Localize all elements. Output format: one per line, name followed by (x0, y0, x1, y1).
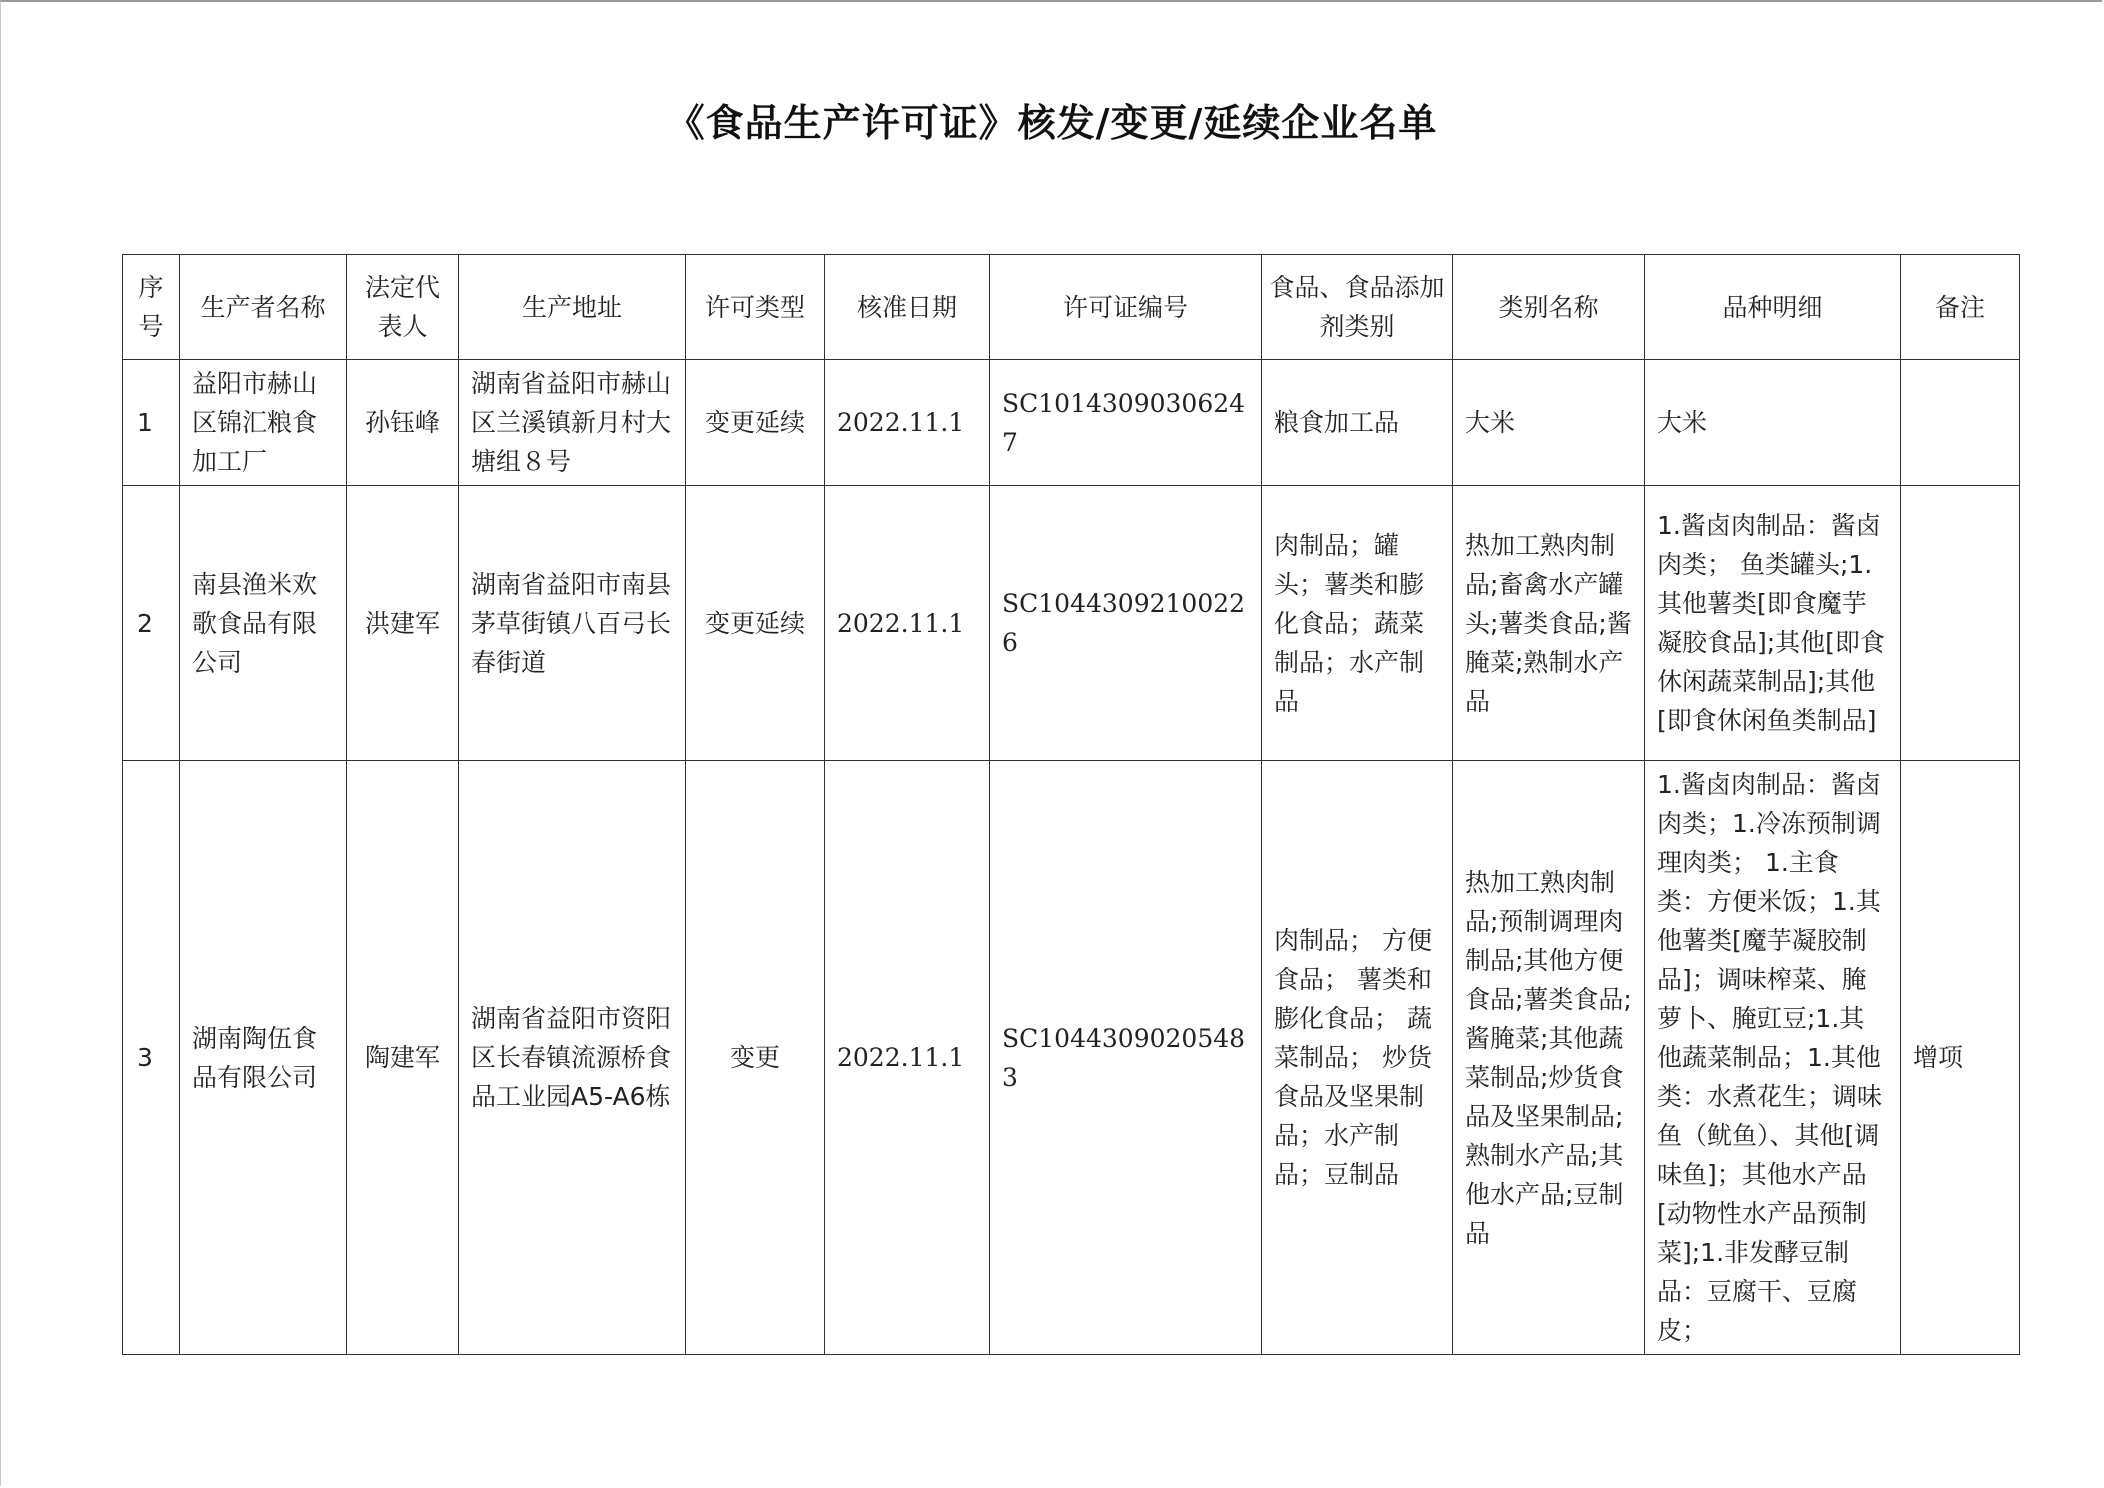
cell-address: 湖南省益阳市赫山区兰溪镇新月村大塘组８号 (459, 360, 686, 486)
cell-date: 2022.11.1 (825, 486, 990, 761)
header-variety: 品种明细 (1645, 255, 1901, 360)
cell-license-no: SC10443090205483 (990, 761, 1262, 1355)
cell-rep: 孙钰峰 (347, 360, 459, 486)
cell-variety: 大米 (1645, 360, 1901, 486)
cell-remark (1901, 486, 2020, 761)
header-license-no: 许可证编号 (990, 255, 1262, 360)
table-header-row (123, 255, 2020, 360)
cell-variety: 1.酱卤肉制品：酱卤肉类； 鱼类罐头;1.其他薯类[即食魔芋凝胶食品];其他[即食休闲蔬菜制品];其他[即食休闲鱼类制品] (1645, 486, 1901, 761)
header-license-type: 许可类型 (686, 255, 825, 360)
cell-rep: 陶建军 (347, 761, 459, 1355)
cell-category-name: 热加工熟肉制品;畜禽水产罐头;薯类食品;酱腌菜;熟制水产品 (1453, 486, 1645, 761)
header-category-name: 类别名称 (1453, 255, 1645, 360)
cell-seq: 2 (123, 486, 180, 761)
header-food-category: 食品、食品添加剂类别 (1262, 255, 1453, 360)
cell-address: 湖南省益阳市南县茅草街镇八百弓长春街道 (459, 486, 686, 761)
header-name: 生产者名称 (180, 255, 347, 360)
header-address: 生产地址 (459, 255, 686, 360)
cell-food-category: 粮食加工品 (1262, 360, 1453, 486)
cell-food-category: 肉制品；罐头；薯类和膨化食品；蔬菜制品；水产制品 (1262, 486, 1453, 761)
cell-license-type: 变更延续 (686, 486, 825, 761)
cell-remark: 增项 (1901, 761, 2020, 1355)
header-rep: 法定代表人 (347, 255, 459, 360)
cell-license-no: SC10143090306247 (990, 360, 1262, 486)
cell-license-type: 变更延续 (686, 360, 825, 486)
cell-license-type: 变更 (686, 761, 825, 1355)
header-date: 核准日期 (825, 255, 990, 360)
cell-category-name: 热加工熟肉制品;预制调理肉制品;其他方便食品;薯类食品;酱腌菜;其他蔬菜制品;炒货食品及坚果制品;熟制水产品;其他水产品;豆制品 (1453, 761, 1645, 1355)
cell-rep: 洪建军 (347, 486, 459, 761)
cell-address: 湖南省益阳市资阳区长春镇流源桥食品工业园A5-A6栋 (459, 761, 686, 1355)
cell-name: 湖南陶伍食品有限公司 (180, 761, 347, 1355)
cell-name: 益阳市赫山区锦汇粮食加工厂 (180, 360, 347, 486)
table-row (123, 360, 2020, 486)
cell-date: 2022.11.1 (825, 360, 990, 486)
cell-variety: 1.酱卤肉制品：酱卤肉类；1.冷冻预制调理肉类； 1.主食类：方便米饭；1.其他薯类[魔芋凝胶制品]；调味榨菜、腌萝卜、腌豇豆;1.其他蔬菜制品；1.其他类：水煮花生；调味鱼（鱿鱼）、其他[调味鱼]；其他水产品[动物性水产品预制菜];1.非发酵豆制品：豆腐干、豆腐皮； (1645, 761, 1901, 1355)
header-remark: 备注 (1901, 255, 2020, 360)
cell-seq: 1 (123, 360, 180, 486)
header-seq: 序号 (123, 255, 180, 360)
cell-date: 2022.11.1 (825, 761, 990, 1355)
table-row (123, 486, 2020, 761)
page-title: 《食品生产许可证》核发/变更/延续企业名单 (666, 101, 1438, 145)
cell-seq: 3 (123, 761, 180, 1355)
cell-license-no: SC10443092100226 (990, 486, 1262, 761)
cell-name: 南县渔米欢歌食品有限公司 (180, 486, 347, 761)
cell-food-category: 肉制品； 方便食品； 薯类和膨化食品； 蔬菜制品； 炒货食品及坚果制品；水产制品；豆制品 (1262, 761, 1453, 1355)
table-row (123, 761, 2020, 1355)
license-table (122, 254, 2020, 1355)
cell-remark (1901, 360, 2020, 486)
cell-category-name: 大米 (1453, 360, 1645, 486)
